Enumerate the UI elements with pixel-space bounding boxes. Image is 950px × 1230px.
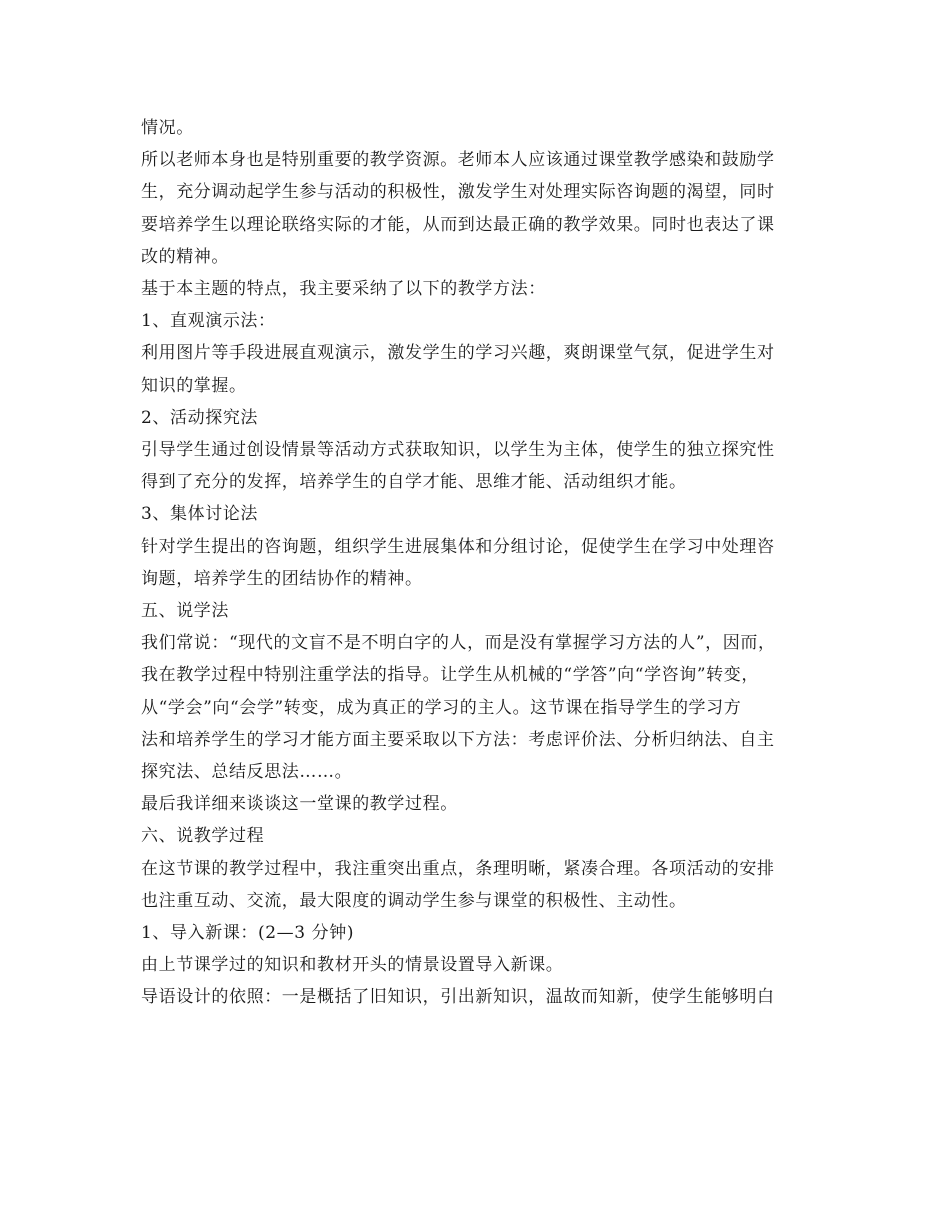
text-line: 情况。 bbox=[141, 118, 194, 138]
paragraph bbox=[141, 498, 813, 530]
paragraph bbox=[141, 595, 813, 627]
paragraph bbox=[141, 112, 813, 144]
paragraph bbox=[141, 531, 813, 595]
text-line: 引导学生通过创设情景等活动方式获取知识，以学生为主体，使学生的独立探究性 bbox=[141, 440, 775, 461]
document-page bbox=[141, 112, 813, 1014]
paragraph bbox=[141, 434, 813, 498]
paragraph bbox=[141, 337, 813, 401]
text-line: 最后我详细来谈谈这一堂课的教学过程。 bbox=[141, 794, 458, 815]
text-line: 也注重互动、交流，最大限度的调动学生参与课堂的积极性、主动性。 bbox=[141, 890, 687, 911]
text-line: 2、活动探究法 bbox=[141, 407, 259, 428]
text-line: 得到了充分的发挥，培养学生的自学才能、思维才能、活动组织才能。 bbox=[141, 472, 687, 493]
text-line: 从“学会”向“会学”转变，成为真正的学习的主人。这节课在指导学生的学习方 bbox=[141, 697, 742, 718]
text-line: 利用图片等手段进展直观演示，激发学生的学习兴趣，爽朗课堂气氛，促进学生对 bbox=[141, 343, 775, 364]
paragraph bbox=[141, 402, 813, 434]
text-line: 知识的掌握。 bbox=[141, 375, 247, 396]
text-line: 法和培养学生的学习才能方面主要采取以下方法：考虑评价法、分析归纳法、自主 bbox=[141, 729, 775, 750]
text-line: 要培养学生以理论联络实际的才能，从而到达最正确的教学效果。同时也表达了课 bbox=[141, 214, 775, 235]
paragraph bbox=[141, 949, 813, 981]
text-line: 基于本主题的特点，我主要采纳了以下的教学方法： bbox=[141, 279, 546, 300]
paragraph bbox=[141, 144, 813, 273]
text-line: 由上节课学过的知识和教材开头的情景设置导入新课。 bbox=[141, 955, 564, 976]
text-line: 探究法、总结反思法……。 bbox=[141, 762, 353, 783]
paragraph bbox=[141, 627, 813, 788]
text-line: 六、说教学过程 bbox=[141, 826, 265, 847]
text-line: 3、集体讨论法 bbox=[141, 504, 259, 525]
text-line: 针对学生提出的咨询题，组织学生进展集体和分组讨论，促使学生在学习中处理咨 bbox=[141, 536, 775, 557]
text-line: 在这节课的教学过程中，我注重突出重点，条理明晰，紧凑合理。各项活动的安排 bbox=[141, 858, 775, 879]
text-line: 1、导入新课：(2—3 分钟) bbox=[141, 923, 355, 944]
paragraph bbox=[141, 820, 813, 852]
paragraph bbox=[141, 273, 813, 305]
paragraph bbox=[141, 305, 813, 337]
text-line: 我们常说：“现代的文盲不是不明白字的人，而是没有掌握学习方法的人”，因而， bbox=[141, 633, 776, 654]
paragraph bbox=[141, 981, 813, 1013]
paragraph bbox=[141, 853, 813, 917]
text-line: 我在教学过程中特别注重学法的指导。让学生从机械的“学答”向“学咨询”转变， bbox=[141, 665, 759, 686]
text-line: 询题，培养学生的团结协作的精神。 bbox=[141, 568, 423, 589]
text-line: 生，充分调动起学生参与活动的积极性，激发学生对处理实际咨询题的渴望，同时 bbox=[141, 182, 775, 203]
paragraph bbox=[141, 788, 813, 820]
paragraph bbox=[141, 917, 813, 949]
text-line: 改的精神。 bbox=[141, 246, 229, 267]
text-line: 所以老师本身也是特别重要的教学资源。老师本人应该通过课堂教学感染和鼓励学 bbox=[141, 150, 775, 171]
text-line: 五、说学法 bbox=[141, 601, 229, 622]
text-line: 1、直观演示法： bbox=[141, 311, 276, 332]
text-line: 导语设计的依照：一是概括了旧知识，引出新知识，温故而知新，使学生能够明白 bbox=[141, 987, 775, 1008]
